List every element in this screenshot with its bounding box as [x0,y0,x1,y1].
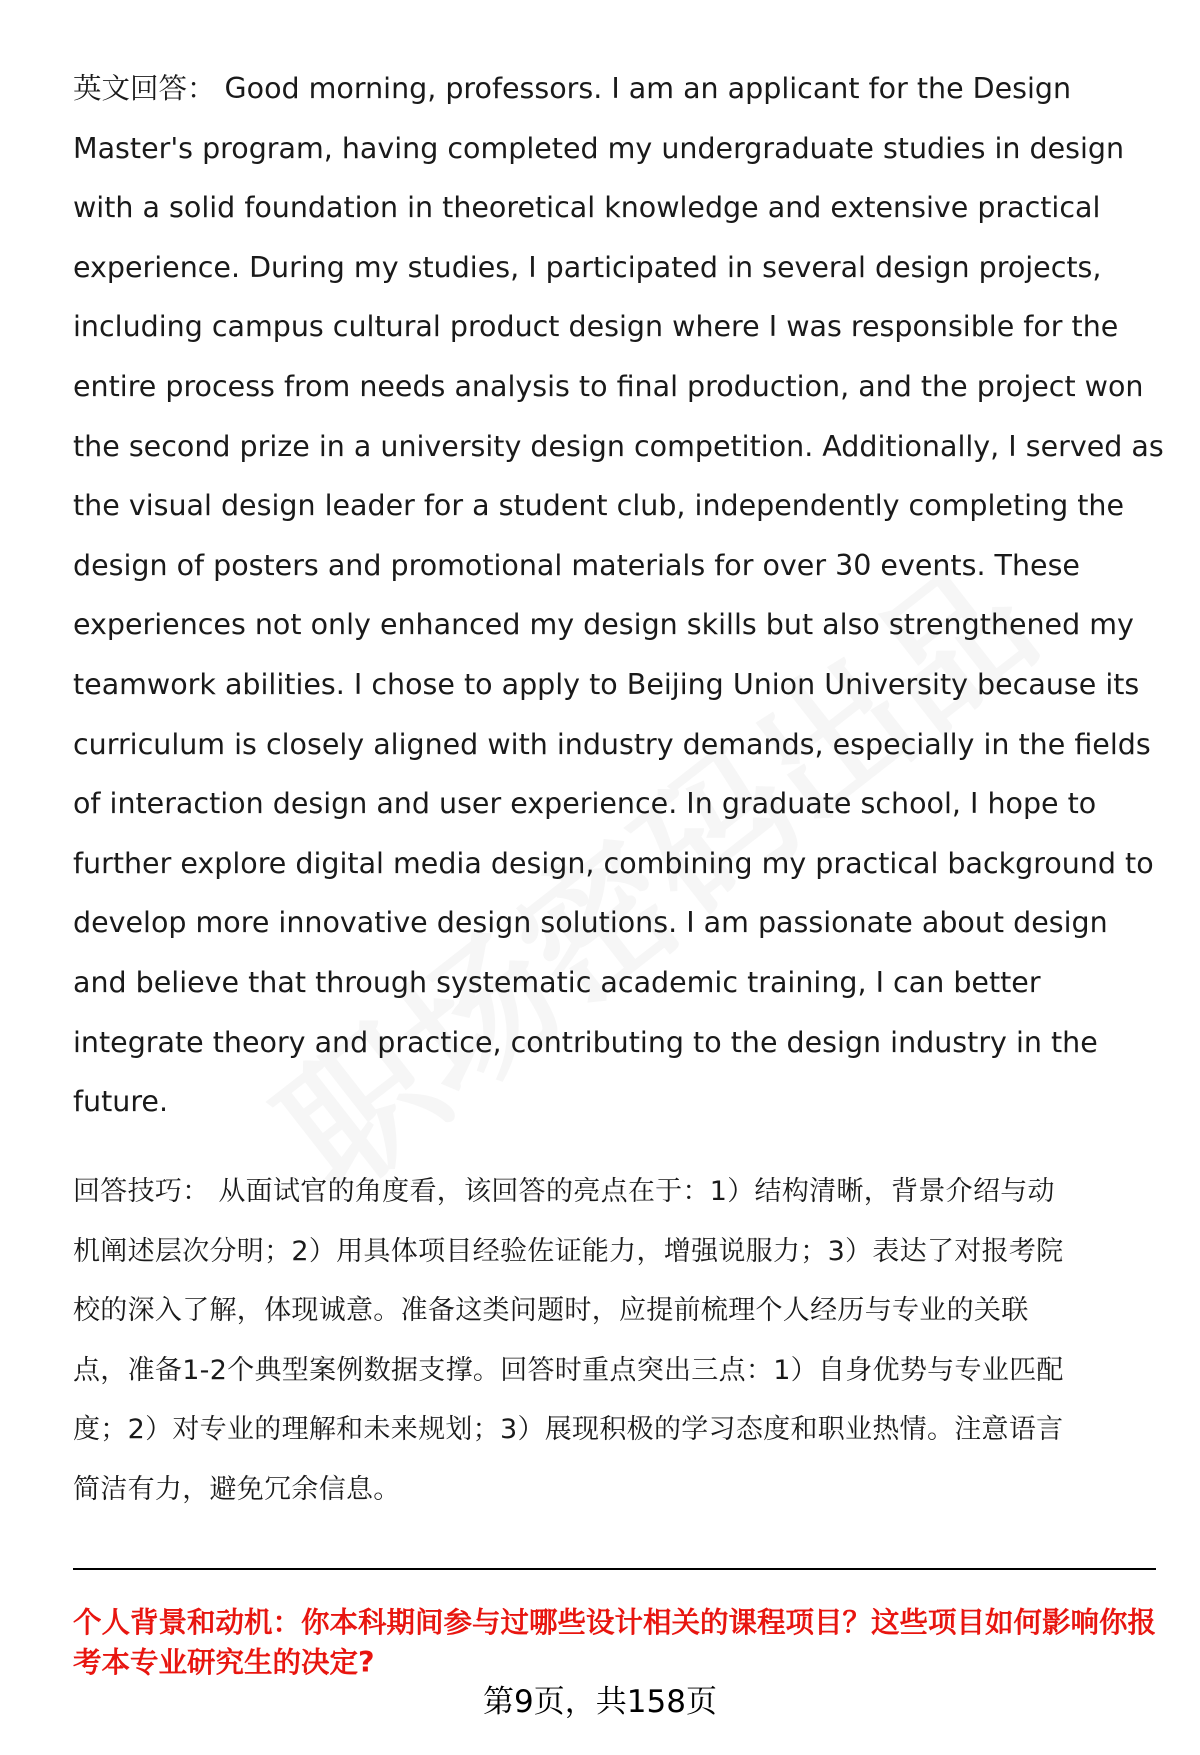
text-line: curriculum is closely aligned with industry demands, especially in the fields [73,727,1151,761]
text-line: 回答技巧： 从面试官的角度看，该回答的亮点在于：1）结构清晰，背景介绍与动 [73,1176,1055,1207]
text-line: including campus cultural product design where I was responsible for the [73,310,1119,344]
text-line: 英文回答： Good morning, professors. I am an applicant for the Design [73,72,1072,105]
text-line: with a solid foundation in theoretical knowledge and extensive practical [73,191,1101,225]
text-line: and believe that through systematic academic training, I can better [73,965,1041,999]
text-line: integrate theory and practice, contributing to the design industry in the [73,1025,1098,1059]
text-line: 简洁有力，避免冗余信息。 [73,1473,401,1505]
page-indicator: 第9页，共158页 [483,1684,717,1720]
answer-tips [73,1162,1163,1520]
text-line: experiences not only enhanced my design skills but also strengthened my [73,608,1134,642]
text-line: 校的深入了解，体现诚意。准备这类问题时，应提前梳理个人经历与专业的关联 [73,1295,1029,1327]
text-line: further explore digital media design, combining my practical background to [73,846,1154,880]
text-line: entire process from needs analysis to final production, and the project won [73,369,1144,403]
text-line: 点，准备1-2个典型案例数据支撑。回答时重点突出三点：1）自身优势与专业匹配 [73,1354,1064,1386]
text-line: future. [73,1085,169,1119]
text-line: of interaction design and user experience. In graduate school, I hope to [73,787,1097,821]
text-line: teamwork abilities. I chose to apply to Beijing Union University because its [73,667,1140,701]
text-line: experience. During my studies, I participated in several design projects, [73,250,1102,284]
text-line: the visual design leader for a student club, independently completing the [73,489,1125,523]
english-answer [73,59,1163,1132]
divider [73,1568,1156,1570]
text-line: develop more innovative design solutions. I am passionate about design [73,906,1108,940]
text-line: 机阐述层次分明；2）用具体项目经验佐证能力，增强说服力；3）表达了对报考院 [73,1235,1064,1267]
text-line: 度；2）对专业的理解和未来规划；3）展现积极的学习态度和职业热情。注意语言 [73,1414,1064,1446]
text-line: design of posters and promotional materials for over 30 events. These [73,548,1080,582]
text-line: the second prize in a university design competition. Additionally, I served as [73,429,1164,463]
next-question-heading: 个人背景和动机：你本科期间参与过哪些设计相关的课程项目？这些项目如何影响你报考本专业研究生的决定? [73,1606,1157,1679]
text-line: Master's program, having completed my undergraduate studies in design [73,131,1125,165]
